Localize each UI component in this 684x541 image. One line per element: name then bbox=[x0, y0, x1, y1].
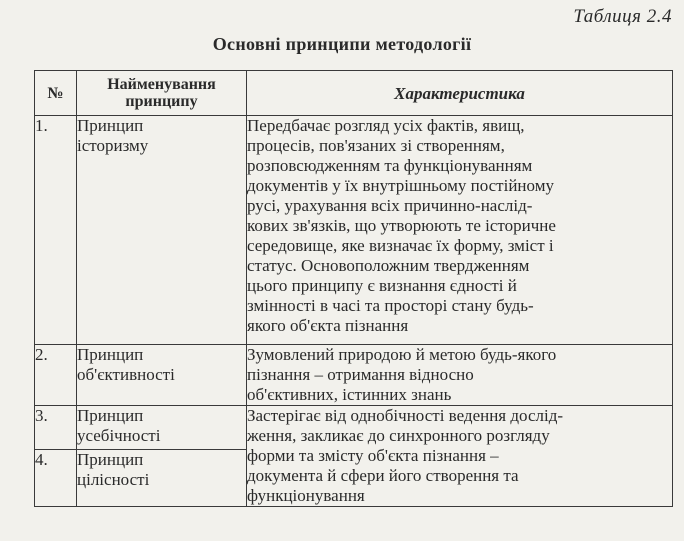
principle-name bbox=[77, 450, 247, 507]
row-number: 3. bbox=[35, 406, 77, 450]
description-line: об'єктивних, істинних знань bbox=[247, 385, 452, 404]
column-header-name bbox=[77, 71, 247, 116]
principles-table bbox=[34, 70, 673, 507]
row-number: 1. bbox=[35, 116, 77, 345]
description-line: функціонування bbox=[247, 486, 365, 505]
description-line: змінності в часі та просторі стану будь- bbox=[247, 296, 534, 315]
principle-description bbox=[247, 116, 673, 345]
description-line: якого об'єкта пізнання bbox=[247, 316, 409, 335]
description-line: середовище, яке визначає їх форму, зміст і bbox=[247, 236, 554, 255]
column-header-name-line1: Найменування bbox=[107, 76, 216, 93]
description-line: цього принципу є визнання єдності й bbox=[247, 276, 517, 295]
principle-name-line: Принцип bbox=[77, 406, 144, 425]
description-line: Зумовлений природою й метою будь-якого bbox=[247, 345, 557, 364]
principle-name-line: Принцип bbox=[77, 450, 144, 470]
principle-name bbox=[77, 116, 247, 345]
table-title: Основні принципи методології bbox=[212, 34, 472, 54]
description-line: статус. Основоположним твердженням bbox=[247, 256, 530, 275]
row-number: 2. bbox=[35, 345, 77, 406]
principle-name-line: історизму bbox=[77, 136, 149, 155]
principle-name-line: Принцип bbox=[77, 116, 144, 135]
table-number-label: Таблиця 2.4 bbox=[573, 6, 672, 27]
description-line: Застерігає від однобічності ведення дослід- bbox=[247, 406, 564, 425]
description-line: форми та змісту об'єкта пізнання – bbox=[247, 446, 499, 465]
principle-name-line: цілісності bbox=[77, 470, 150, 490]
column-header-number: № bbox=[35, 71, 77, 116]
table-header-row bbox=[35, 71, 673, 116]
row-number: 4. bbox=[35, 450, 77, 507]
description-line: пізнання – отримання відносно bbox=[247, 365, 474, 384]
description-line: документа й сфери його створення та bbox=[247, 466, 519, 485]
column-header-name-line2: принципу bbox=[125, 93, 198, 110]
principle-description bbox=[247, 345, 673, 406]
description-line: розповсюдженням та функціонуванням bbox=[247, 156, 533, 175]
description-line: Передбачає розгляд усіх фактів, явищ, bbox=[247, 116, 525, 135]
table-row bbox=[35, 406, 673, 450]
description-line: ження, закликає до синхронного розгляду bbox=[247, 426, 550, 445]
principle-name-line: усебічності bbox=[77, 426, 161, 445]
principle-description bbox=[247, 406, 673, 507]
description-line: кових зв'язків, що утворюють те історичне bbox=[247, 216, 556, 235]
column-header-characteristic: Характеристика bbox=[247, 71, 673, 116]
description-line: документів у їх внутрішньому постійному bbox=[247, 176, 554, 195]
principle-name-line: об'єктивності bbox=[77, 365, 175, 384]
principle-name bbox=[77, 406, 247, 450]
principle-name-line: Принцип bbox=[77, 345, 144, 364]
description-line: русі, урахування всіх причинно-наслід- bbox=[247, 196, 533, 215]
description-line: процесів, пов'язаних зі створенням, bbox=[247, 136, 505, 155]
table-row bbox=[35, 116, 673, 345]
table-row bbox=[35, 345, 673, 406]
principle-name bbox=[77, 345, 247, 406]
